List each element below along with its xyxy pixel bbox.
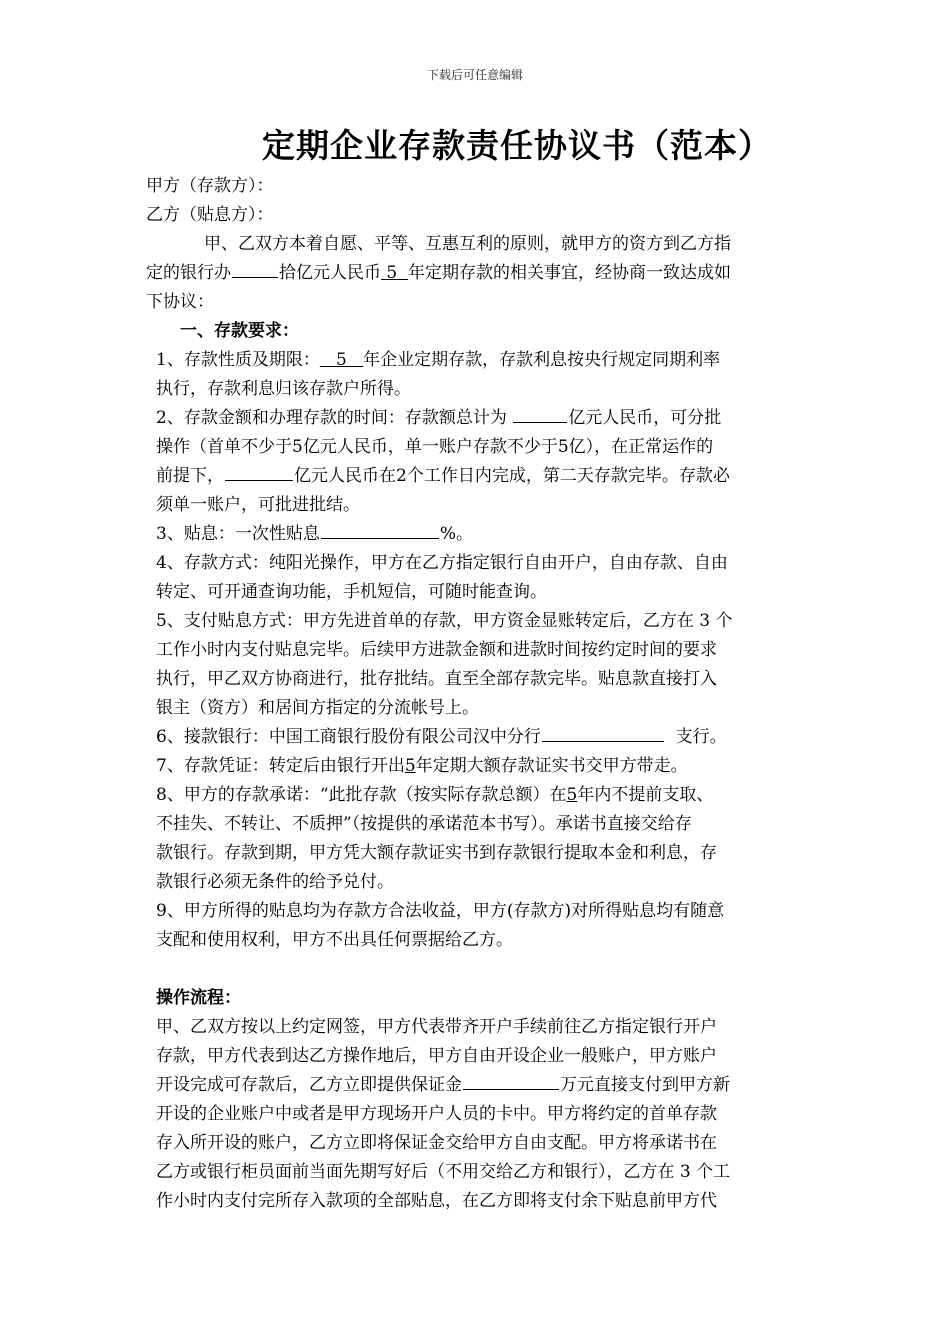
- process-line-1: 甲、乙双方按以上约定网签，甲方代表带齐开户手续前往乙方指定银行开户: [156, 1017, 717, 1037]
- party-b-label: 乙方（贴息方）：: [146, 205, 274, 225]
- item-8-line-2: 不挂失、不转让、不质押”（按提供的承诺范本书写）。承诺书直接交给存: [156, 814, 692, 834]
- process-line-3: 开设完成可存款后，乙方立即提供保证金 万元直接支付到甲方新: [156, 1071, 730, 1100]
- blank-field[interactable]: [225, 462, 293, 481]
- item-8-line-4: 款银行必须无条件的给予兑付。: [156, 872, 394, 892]
- header-note: 下载后可任意编辑: [426, 68, 523, 82]
- item-2-line-1: 2、存款金额和办理存款的时间：存款额总计为 亿元人民币，可分批: [156, 404, 721, 433]
- item-9-line-1: 9、甲方所得的贴息均为存款方合法收益，甲方(存款方)对所得贴息均有随意: [156, 901, 725, 921]
- item-8-line-1: 8、甲方的存款承诺：“此批存款（按实际存款总额）在5年内不提前支取、: [156, 785, 714, 805]
- intro-line-2: [146, 259, 731, 288]
- process-line-7: 作小时内支付完所存入款项的全部贴息，在乙方即将支付余下贴息前甲方代: [156, 1191, 717, 1211]
- intro-line-3: 下协议：: [146, 292, 214, 312]
- intro-text: 拾亿元人民币: [279, 263, 381, 283]
- process-line-2: 存款，甲方代表到达乙方操作地后，甲方自由开设企业一般账户，甲方账户: [156, 1046, 717, 1066]
- blank-field[interactable]: [463, 1071, 559, 1090]
- item-8-line-3: 款银行。存款到期，甲方凭大额存款证实书到存款银行提取本金和利息，存: [156, 843, 717, 863]
- intro-line-1: 甲、乙双方本着自愿、平等、互惠互利的原则，就甲方的资方到乙方指: [204, 234, 731, 254]
- party-a-label: 甲方（存款方）：: [146, 176, 274, 196]
- intro-text: 定的银行办: [146, 263, 231, 283]
- filled-value: 5: [386, 263, 398, 283]
- item-5-line-3: 执行，甲乙双方协商进行，批存批结。直至全部存款完毕。贴息款直接打入: [156, 669, 717, 689]
- intro-text: 年定期存款的相关事宜，经协商一致达成如: [408, 263, 732, 283]
- item-5-line-1: 5、支付贴息方式：甲方先进首单的存款，甲方资金显账转定后，乙方在 3 个: [156, 611, 733, 631]
- item-2-line-3: 前提下， 亿元人民币在2个工作日内完成，第二天存款完毕。存款必: [156, 462, 730, 491]
- filled-value: 5: [404, 756, 416, 776]
- process-line-5: 存入所开设的账户，乙方立即将保证金交给甲方自由支配。甲方将承诺书在: [156, 1133, 717, 1153]
- document-title: 定期企业存款责任协议书（范本）: [262, 126, 772, 165]
- blank-field[interactable]: [232, 259, 278, 278]
- item-4-line-1: 4、存款方式：纯阳光操作，甲方在乙方指定银行自由开户，自由存款、自由: [156, 553, 728, 573]
- item-4-line-2: 转定、可开通查询功能，手机短信，可随时能查询。: [156, 582, 547, 602]
- item-9-line-2: 支配和使用权利，甲方不出具任何票据给乙方。: [156, 930, 513, 950]
- process-line-4: 开设的企业账户中或者是甲方现场开户人员的卡中。甲方将约定的首单存款: [156, 1104, 717, 1124]
- blank-field[interactable]: [513, 404, 567, 423]
- filled-value: 5: [336, 350, 347, 370]
- section-heading: 一、存款要求：: [180, 321, 299, 341]
- blank-field[interactable]: [542, 723, 664, 742]
- filled-value: 5: [566, 785, 578, 805]
- item-5-line-4: 银主（资方）和居间方指定的分流帐号上。: [156, 698, 479, 718]
- process-line-6: 乙方或银行柜员面前当面先期写好后（不用交给乙方和银行），乙方在 3 个工: [156, 1162, 731, 1182]
- item-2-line-2: 操作（首单不少于5亿元人民币，单一账户存款不少于5亿），在正常运作的: [156, 437, 714, 457]
- item-6-line-1: 6、接款银行：中国工商银行股份有限公司汉中分行 支行。: [156, 723, 727, 752]
- item-1-line-1: 1、存款性质及期限： 5 年企业定期存款，存款利息按央行规定同期利率: [156, 350, 721, 370]
- item-5-line-2: 工作小时内支付贴息完毕。后续甲方进款金额和进款时间按约定时间的要求: [156, 640, 717, 660]
- process-heading: 操作流程：: [156, 988, 241, 1008]
- item-7-line-1: 7、存款凭证：转定后由银行开出5年定期大额存款证实书交甲方带走。: [156, 756, 688, 776]
- blank-field[interactable]: [321, 520, 439, 539]
- item-2-line-4: 须单一账户，可批进批结。: [156, 495, 360, 515]
- item-1-line-2: 执行，存款利息归该存款户所得。: [156, 379, 411, 399]
- item-3-line-1: 3、贴息：一次性贴息 %。: [156, 520, 473, 549]
